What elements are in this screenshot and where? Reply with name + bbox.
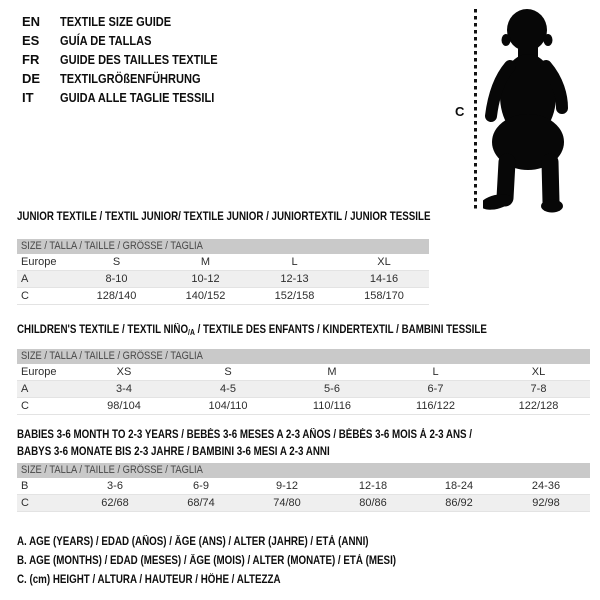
junior-textile-title <box>17 211 429 224</box>
value-cell: 14-16 <box>339 271 429 288</box>
row-label: Europe <box>17 254 72 271</box>
value-cell: 68/74 <box>158 495 244 512</box>
language-code: ES <box>22 33 40 48</box>
value-cell: 10-12 <box>161 271 250 288</box>
language-row-de <box>22 69 245 88</box>
table-row-age <box>17 271 429 288</box>
value-cell: 5-6 <box>280 381 384 398</box>
value-cell: 12-13 <box>250 271 339 288</box>
baby-silhouette-icon <box>483 6 583 214</box>
title-subscript: /A <box>188 328 195 337</box>
value-cell: 116/122 <box>384 398 487 415</box>
value-cell: 158/170 <box>339 288 429 305</box>
junior-textile-table <box>17 254 429 305</box>
table-row-months <box>17 478 590 495</box>
size-cell: XL <box>487 364 590 381</box>
size-cell: S <box>176 364 280 381</box>
value-cell: 74/80 <box>244 495 330 512</box>
size-cell: M <box>161 254 250 271</box>
row-label: Europe <box>17 364 72 381</box>
babies-title-line1: BABIES 3-6 MONTH TO 2-3 YEARS / BEBÉS 3-6 MESES A 2-3 AÑOS / BÉBÉS 3-6 MOIS À 2-3 ANS / <box>17 429 473 441</box>
babies-table <box>17 478 590 512</box>
value-cell: 12-18 <box>330 478 416 495</box>
value-cell: 110/116 <box>280 398 384 415</box>
childrens-textile-title-text: CHILDREN'S TEXTILE / TEXTIL NIÑO/A / TEXTILE DES ENFANTS / KINDERTEXTIL / BAMBINI TESSILE <box>17 324 487 337</box>
childrens-textile-table <box>17 364 590 415</box>
size-header-bar <box>17 349 590 364</box>
value-cell: 6-9 <box>158 478 244 495</box>
value-cell: 104/110 <box>176 398 280 415</box>
language-title-list <box>22 12 245 107</box>
babies-title <box>17 427 590 461</box>
junior-textile-title-text: JUNIOR TEXTILE / TEXTIL JUNIOR/ TEXTILE JUNIOR / JUNIORTEXTIL / JUNIOR TESSILE <box>17 211 431 223</box>
table-row-height <box>17 495 590 512</box>
value-cell: 9-12 <box>244 478 330 495</box>
row-label: C <box>17 288 72 305</box>
language-title: TEXTILGRÖßENFÜHRUNG <box>60 71 201 86</box>
language-title: GUÍA DE TALLAS <box>60 33 152 48</box>
language-row-en <box>22 12 245 31</box>
value-cell: 92/98 <box>502 495 590 512</box>
size-header-text: SIZE / TALLA / TAILLE / GRÖSSE / TAGLIA <box>21 464 203 476</box>
value-cell: 86/92 <box>416 495 502 512</box>
junior-textile-section <box>17 211 429 305</box>
size-header-bar <box>17 463 590 478</box>
size-header-bar <box>17 239 429 254</box>
size-cell: M <box>280 364 384 381</box>
language-title: GUIDE DES TAILLES TEXTILE <box>60 52 218 67</box>
childrens-textile-title <box>17 324 590 337</box>
value-cell: 3-4 <box>72 381 176 398</box>
language-row-it <box>22 88 245 107</box>
value-cell: 80/86 <box>330 495 416 512</box>
size-header-text: SIZE / TALLA / TAILLE / GRÖSSE / TAGLIA <box>21 350 203 362</box>
footnote-age-months: B. AGE (MONTHS) / EDAD (MESES) / ÂGE (MOIS) / ALTER (MONATE) / ETÀ (MESI) <box>17 555 397 567</box>
row-label: C <box>17 495 72 512</box>
size-cell: XS <box>72 364 176 381</box>
value-cell: 6-7 <box>384 381 487 398</box>
language-code: FR <box>22 52 40 67</box>
row-label: A <box>17 271 72 288</box>
language-code: EN <box>22 14 41 29</box>
footnote-height: C. (cm) HEIGHT / ALTURA / HAUTEUR / HÖHE / ALTEZZA <box>17 574 281 586</box>
size-cell: XL <box>339 254 429 271</box>
babies-textile-section <box>17 427 590 512</box>
childrens-textile-section <box>17 324 590 415</box>
value-cell: 3-6 <box>72 478 158 495</box>
value-cell: 7-8 <box>487 381 590 398</box>
language-code: IT <box>22 90 34 105</box>
value-cell: 62/68 <box>72 495 158 512</box>
language-title: GUIDA ALLE TAGLIE TESSILI <box>60 90 215 105</box>
table-row-height <box>17 398 590 415</box>
language-row-es <box>22 31 245 50</box>
footnote-age-years: A. AGE (YEARS) / EDAD (AÑOS) / ÂGE (ANS) / ALTER (JAHRE) / ETÀ (ANNI) <box>17 536 369 548</box>
value-cell: 8-10 <box>72 271 161 288</box>
value-cell: 18-24 <box>416 478 502 495</box>
height-measure-label: C <box>455 104 465 119</box>
value-cell: 152/158 <box>250 288 339 305</box>
row-label: B <box>17 478 72 495</box>
table-row-age <box>17 381 590 398</box>
table-row-europe <box>17 254 429 271</box>
value-cell: 128/140 <box>72 288 161 305</box>
size-header-text: SIZE / TALLA / TAILLE / GRÖSSE / TAGLIA <box>21 240 203 252</box>
table-row-europe <box>17 364 590 381</box>
value-cell: 98/104 <box>72 398 176 415</box>
value-cell: 140/152 <box>161 288 250 305</box>
height-measure-dotted-line <box>474 9 477 209</box>
size-cell: L <box>250 254 339 271</box>
language-code: DE <box>22 71 41 86</box>
size-cell: L <box>384 364 487 381</box>
language-title: TEXTILE SIZE GUIDE <box>60 14 172 29</box>
footnote-list <box>17 533 463 590</box>
value-cell: 122/128 <box>487 398 590 415</box>
table-row-height <box>17 288 429 305</box>
babies-title-line2: BABYS 3-6 MONATE BIS 2-3 JAHRE / BAMBINI 3-6 MESI A 2-3 ANNI <box>17 446 330 458</box>
value-cell: 4-5 <box>176 381 280 398</box>
value-cell: 24-36 <box>502 478 590 495</box>
language-row-fr <box>22 50 245 69</box>
row-label: C <box>17 398 72 415</box>
size-cell: S <box>72 254 161 271</box>
row-label: A <box>17 381 72 398</box>
